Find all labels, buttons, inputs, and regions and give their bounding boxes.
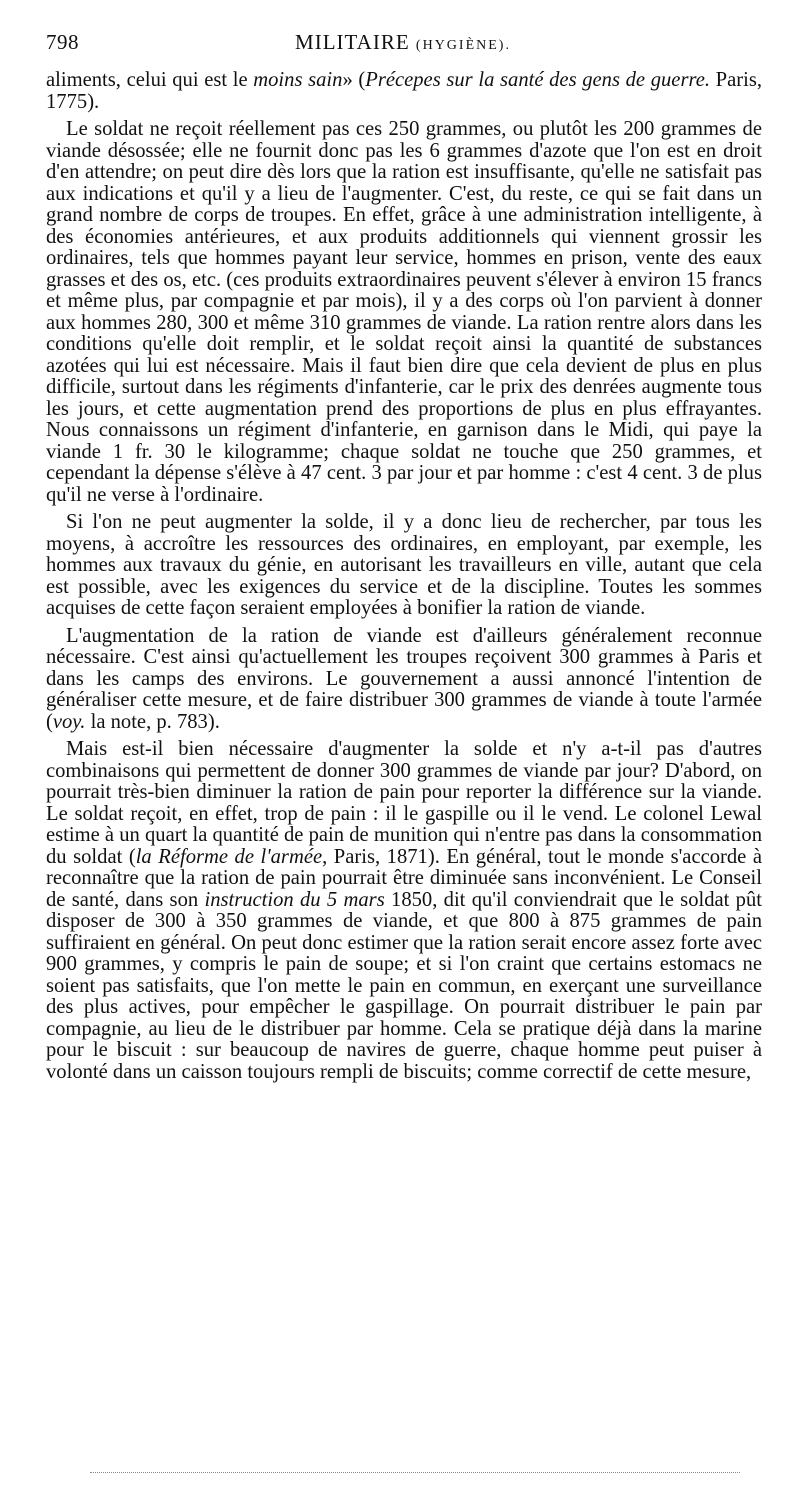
running-title	[46, 30, 760, 55]
text-run: la note, p. 783).	[85, 710, 220, 733]
page-header	[46, 30, 760, 60]
footer-rule	[90, 1472, 740, 1473]
text-run: Si l'on ne peut augmenter la solde, il y a donc lieu de rechercher, par tous les moyens, à accroître les ressources des ordinaires, en employant, par exemple, les hommes aux travaux du génie, en autorisant les travailleurs en ville, autant que cela est possible, avec les exigences du service et de la discipline. Toutes les sommes acquises de cette façon seraient employées à bonifier la ration de viande.	[46, 511, 762, 619]
page-number: 798	[46, 30, 79, 54]
paragraph	[46, 70, 762, 113]
italic-text: la Réforme de l'armée	[135, 845, 323, 868]
paragraph	[46, 626, 762, 734]
text-run: » (	[342, 69, 366, 91]
italic-text: moins sain	[253, 69, 343, 91]
italic-text: instruction du 5 mars	[204, 888, 385, 911]
paragraph	[46, 739, 762, 1083]
text-run: Le soldat ne reçoit réellement pas ces 250 grammes, ou plutôt les 200 grammes de viande désossée; elle ne fournit donc pas les 6 grammes d'azote que l'on est en droit d'en attendre; on peut dire dès lors que la ration est insuffisante, qu'elle ne satisfait pas aux indications et qu'il y a lieu de l'augmenter. C'est, du reste, ce qui se fait dans un grand nombre de corps de troupes. En effet, grâce à une administration intelligente, à des économies antérieures, et aux produits additionnels qui viennent grossir les ordinaires, tels que hommes payant leur service, hommes en prison, vente des eaux grasses et des os, etc. (ces produits extraordinaires peuvent s'élever à environ 15 francs et même plus, par compagnie et par mois), il y a des corps où l'on parvient à donner aux hommes 280, 300 et même 310 grammes de viande. La ration rentre alors dans les conditions qu'elle doit remplir, et le soldat reçoit ainsi la quantité de substances azotées qui lui est nécessaire. Mais il faut bien dire que cela devient de plus en plus difficile, surtout dans les régiments d'infanterie, car le prix des denrées augmente tous les jours, et cette augmentation prend des proportions de plus en plus effrayantes. Nous connaissons un régiment d'infanterie, en garnison dans le Midi, qui paye la viande 1 fr. 30 le kilogramme; chaque soldat ne touche que 250 grammes, et cependant la dépense s'élève à 47 cent. 3 par jour et par homme : c'est 4 cent. 3 de plus qu'il ne verse à l'ordinaire.	[46, 118, 762, 506]
text-run: Paris, 1775).	[46, 69, 763, 113]
paragraph	[46, 512, 762, 620]
text-run: aliments, celui qui est le	[46, 69, 254, 91]
text-run: , Paris, 1871). En général, tout le monde s'accorde à reconnaître que la ration de pain pourrait être diminuée sans inconvénient. Le Conseil de santé, dans son	[46, 845, 762, 911]
body-text	[46, 70, 762, 1089]
running-title-main: MILITAIRE	[295, 30, 410, 54]
text-run: Mais est-il bien nécessaire d'augmenter la solde et n'y a-t-il pas d'autres combinaisons qui permettent de donner 300 grammes de viande par jour? D'abord, on pourrait très-bien diminuer la ration de pain pour reporter la différence sur la viande. Le soldat reçoit, en effet, trop de pain : il le gaspille ou il le vend. Le colonel Lewal estime à un quart la quantité de pain de munition qui n'entre pas dans la consommation du soldat (	[46, 738, 762, 868]
italic-text: voy.	[52, 710, 86, 733]
italic-text: Précepes sur la santé des gens de guerre.	[365, 69, 711, 91]
paragraph	[46, 119, 762, 506]
text-run: L'augmentation de la ration de viande est d'ailleurs généralement reconnue nécessaire. C'est ainsi qu'actuellement les troupes reçoivent 300 grammes à Paris et dans les camps des environs. Le gouvernement a aussi annoncé l'intention de généraliser cette mesure, et de faire distribuer 300 grammes de viande à toute l'armée (	[46, 624, 762, 733]
text-run: 1850, dit qu'il conviendrait que le soldat pût disposer de 300 à 350 grammes de viande, et que 800 à 875 grammes de pain suffiraient en général. On peut donc estimer que la ration serait encore assez forte avec 900 grammes, y compris le pain de soupe; et si l'on craint que certains estomacs ne soient pas satisfaits, que l'on mette le pain en commun, en exerçant une surveillance des plus actives, pour empêcher le gaspillage. On pourrait distribuer le pain par compagnie, au lieu de le distribuer par homme. Cela se pratique déjà dans la marine pour le biscuit : sur beaucoup de navires de guerre, chaque homme peut puiser à volonté dans un caisson toujours rempli de biscuits; comme correctif de cette mesure,	[46, 888, 762, 1083]
running-title-sub: (HYGIÈNE).	[415, 38, 511, 53]
